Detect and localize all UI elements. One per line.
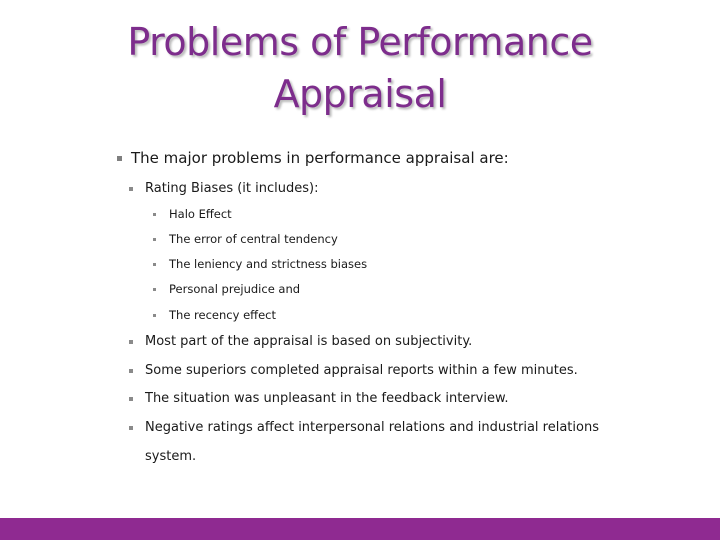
list-item-bias: Halo Effect — [153, 207, 232, 221]
list-item-point-continuation: system. — [145, 449, 197, 464]
square-bullet-icon — [153, 314, 156, 317]
list-item-point: Negative ratings affect interpersonal relations and industrial relations — [129, 420, 599, 435]
footer-bar — [0, 518, 720, 540]
square-bullet-icon — [129, 369, 133, 373]
square-bullet-icon — [153, 213, 156, 216]
list-item-bias: The recency effect — [153, 308, 276, 322]
list-item-point: Most part of the appraisal is based on subjectivity. — [129, 334, 472, 349]
slide-title — [0, 16, 720, 120]
list-item-point: Some superiors completed appraisal reports within a few minutes. — [129, 363, 578, 378]
list-item-bias: The leniency and strictness biases — [153, 257, 367, 271]
list-item-bias: Personal prejudice and — [153, 282, 300, 296]
title-line-1: Problems of Performance — [127, 20, 593, 64]
square-bullet-icon — [129, 187, 133, 191]
square-bullet-icon — [129, 340, 133, 344]
square-bullet-icon — [153, 288, 156, 291]
list-item-intro: The major problems in performance appraisal are: — [117, 149, 509, 167]
square-bullet-icon — [129, 426, 133, 430]
list-item-point: The situation was unpleasant in the feedback interview. — [129, 391, 509, 406]
square-bullet-icon — [117, 156, 122, 161]
list-item-bias: The error of central tendency — [153, 232, 338, 246]
title-line-2: Appraisal — [273, 72, 447, 116]
square-bullet-icon — [153, 238, 156, 241]
square-bullet-icon — [129, 397, 133, 401]
square-bullet-icon — [153, 263, 156, 266]
list-item-rating-biases: Rating Biases (it includes): — [129, 181, 318, 196]
